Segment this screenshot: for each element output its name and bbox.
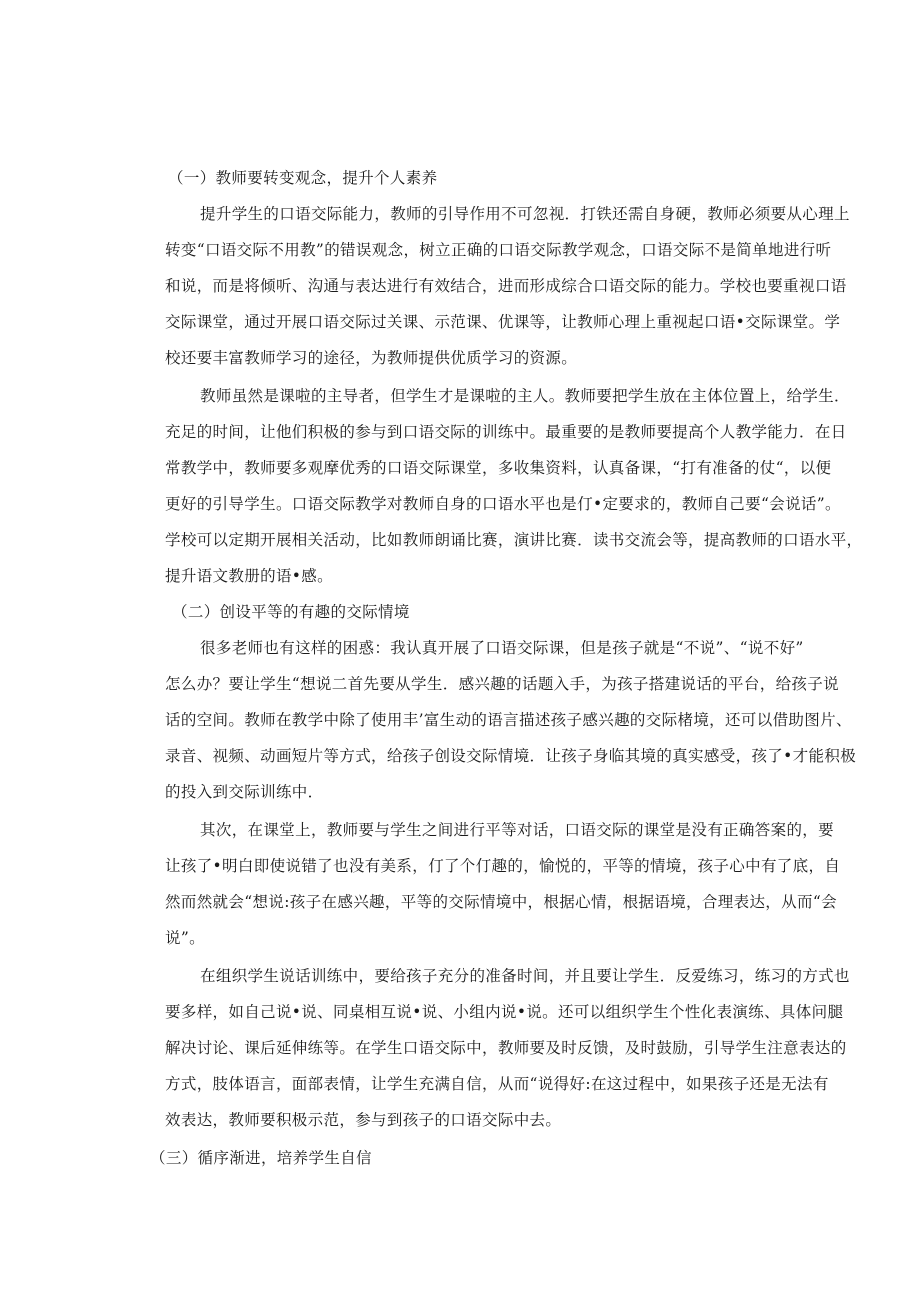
paragraph-line: 提升语文教册的语•感。 xyxy=(165,567,333,585)
paragraph-line: 和说，而是将倾听、沟通与表达进行有效结合，进而形成综合口语交际的能力。学校也要重视口语 xyxy=(165,277,847,295)
section-heading-3: （三）循序渐进，培养学生自信 xyxy=(150,1149,372,1167)
section-heading-2: （二）创设平等的有趣的交际情境 xyxy=(172,603,410,621)
paragraph-line: 很多老师也有这样的困惑：我认真开展了口语交际课，但是孩子就是“不说”、“说不好” xyxy=(200,639,804,657)
paragraph-line: 更好的引导学生。口语交际教学对教师自身的口语水平也是仃•定要求的，教师自己要“会说话”。 xyxy=(165,495,841,513)
paragraph-line: 提升学生的口语交际能力，教师的引导作用不可忽视．打铁还需自身硬，教师必须要从心理上 xyxy=(200,205,850,223)
paragraph-line: 其次，在课堂上，教师要与学生之间进行平等对话，口语交际的课堂是没有正确答案的，要 xyxy=(200,821,835,839)
paragraph-line: 的投入到交际训练中． xyxy=(165,783,324,801)
paragraph-line: 让孩了•明白即使说错了也没有美系，仃了个仃趣的，愉悦的，平等的情境，孩子心中有了底，自 xyxy=(165,857,841,875)
paragraph-line: 录音、视频、动画短片等方式，给孩子创设交际情境．让孩子身临其境的真实感受，孩了•才能积极 xyxy=(165,747,857,765)
paragraph-line: 解决讨论、课后延伸练等。在学生口语交际中，教师要及时反馈，及时鼓励，引导学生注意表达的 xyxy=(165,1039,847,1057)
section-heading-1: （一）教师要转变观念，提升个人素养 xyxy=(168,169,438,187)
paragraph-line: 交际课堂，通过开展口语交际过关课、示范课、优课等，让教师心理上重视起口语•交际课堂。学 xyxy=(165,313,841,331)
paragraph-line: 转变“口语交际不用教”的错误观念，树立正确的口语交际教学观念，口语交际不是简单地进行听 xyxy=(165,241,832,259)
paragraph-line: 常教学中，教师要多观摩优秀的口语交际课堂，多收集资料，认真备课，“打有准备的仗“，以便 xyxy=(165,459,832,477)
paragraph-line: 在组织学生说话训练中，要给孩子充分的准备时间，并且要让学生．反爱练习，练习的方式也 xyxy=(200,967,850,985)
paragraph-line: 然而然就会“想说:孩子在感兴趣，平等的交际情境中，根据心情，根据语境，合理表达，从而“会 xyxy=(165,893,837,911)
paragraph-line: 话的空间。教师在教学中除了使用丰’富生动的语言描述孩子感兴趣的交际楮境，还可以借助图片、 xyxy=(165,711,852,729)
paragraph-line: 要多样，如自己说•说、同桌相互说•说、小组内说•说。还可以组织学生个性化表演练、具体问腿 xyxy=(165,1003,844,1021)
paragraph-line: 充足的时间，让他们积极的参与到口语交际的训练中。最重要的是教师要提高个人教学能力．在日 xyxy=(165,423,847,441)
paragraph-line: 学校可以定期开展相关活动，比如教师朗诵比赛，演讲比赛．读书交流会等，提高教师的口语水平， xyxy=(165,531,863,549)
paragraph-line: 说”。 xyxy=(165,929,205,947)
paragraph-line: 效表达，教师要积极示范，参与到孩子的口语交际中去。 xyxy=(165,1111,562,1129)
paragraph-line: 教师虽然是课啦的主导者，但学生才是课啦的主人。教师要把学生放在主体位置上，给学生． xyxy=(200,387,850,405)
paragraph-line: 方式，肢体语言，面部表情，让学生充满自信，从而“说得好:在这过程中，如果孩子还是无法有 xyxy=(165,1075,829,1093)
paragraph-line: 怎么办？要让学生“想说二首先要从学生．感兴趣的话题入手，为孩子搭建说话的平台，给孩子说 xyxy=(165,675,839,693)
paragraph-line: 校还要丰富教师学习的途径，为教师提供优质学习的资源。 xyxy=(165,349,578,367)
